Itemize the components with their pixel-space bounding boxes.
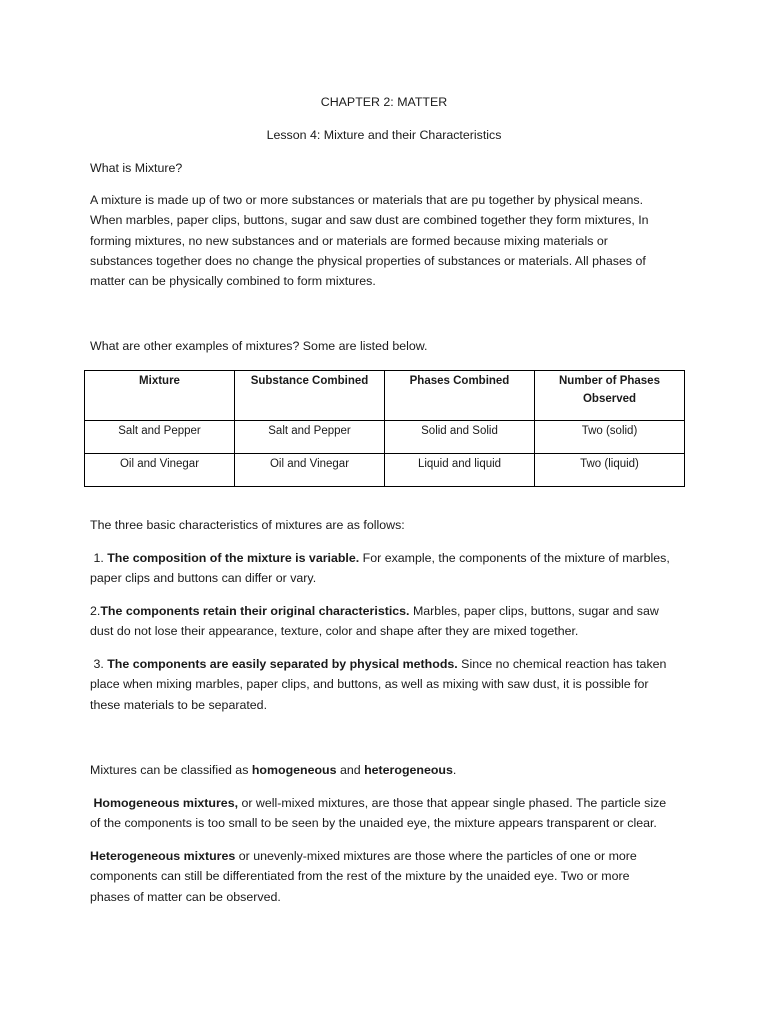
char-text: Since no chemical reaction has taken <box>457 657 667 671</box>
classify-text: . <box>452 763 457 777</box>
table-cell: Salt and Pepper <box>85 421 235 454</box>
characteristic-2 <box>90 601 690 642</box>
table-cell: Two (liquid) <box>535 454 685 487</box>
chapter-title: CHAPTER 2: MATTER <box>320 95 448 109</box>
char-text: Marbles, paper clips, buttons, sugar and saw <box>409 604 659 618</box>
heterogeneous-text: phases of matter can be observed. <box>90 889 281 904</box>
intro-line: When marbles, paper clips, buttons, sugar and saw dust are combined together they form mixtures, In <box>90 213 649 228</box>
table-header-cell <box>535 371 685 421</box>
table-cell: Oil and Vinegar <box>235 454 385 487</box>
char-heading: The composition of the mixture is variable. <box>107 551 360 565</box>
lesson-title: Lesson 4: Mixture and their Characteristics <box>266 128 502 142</box>
classify-text: and <box>336 763 365 777</box>
mixtures-table <box>84 370 685 487</box>
char-text: paper clips and buttons can differ or vary. <box>90 571 317 586</box>
char-text: For example, the components of the mixture of marbles, <box>359 551 670 565</box>
section-question: What is Mixture? <box>90 161 183 175</box>
char-number: 3. <box>90 657 108 671</box>
heterogeneous-paragraph <box>90 846 690 907</box>
table-row <box>85 454 685 487</box>
char-text: place when mixing marbles, paper clips, and buttons, as well as mixing with saw dust, it is possible for <box>90 677 649 692</box>
heterogeneous-heading: Heterogeneous mixtures <box>90 849 236 863</box>
table-row <box>85 421 685 454</box>
characteristic-1 <box>90 548 690 589</box>
heterogeneous-text: components can still be differentiated from the rest of the mixture by the unaided eye. Two or more <box>90 869 630 884</box>
table-header-row <box>85 371 685 421</box>
classify-text: Mixtures can be classified as <box>90 763 252 777</box>
intro-line: substances together does no change the physical properties of substances or materials. All phases of <box>90 253 646 268</box>
homogeneous-text: or well-mixed mixtures, are those that appear single phased. The particle size <box>238 796 667 810</box>
char-text: these materials to be separated. <box>90 697 268 712</box>
term-homogeneous: homogeneous <box>251 763 337 777</box>
examples-intro: What are other examples of mixtures? Some are listed below. <box>90 339 428 353</box>
char-number: 1. <box>90 551 108 565</box>
homogeneous-text: of the components is too small to be seen by the unaided eye, the mixture appears transparent or clear. <box>90 816 657 831</box>
char-number: 2. <box>90 604 101 618</box>
classification-sentence <box>90 760 456 780</box>
char-heading: The components are easily separated by physical methods. <box>107 657 458 671</box>
table-header-cell: Substance Combined <box>235 371 385 421</box>
char-heading: The components retain their original characteristics. <box>100 604 410 618</box>
intro-paragraph <box>90 190 690 291</box>
table-header-cell: Mixture <box>85 371 235 421</box>
intro-line: A mixture is made up of two or more substances or materials that are pu together by physical means. <box>90 193 644 207</box>
table-cell: Two (solid) <box>535 421 685 454</box>
table-cell: Oil and Vinegar <box>85 454 235 487</box>
characteristics-intro: The three basic characteristics of mixtures are as follows: <box>90 518 405 532</box>
table-cell: Solid and Solid <box>385 421 535 454</box>
intro-line: forming mixtures, no new substances and or materials are formed because mixing materials or <box>90 233 608 248</box>
char-text: dust do not lose their appearance, texture, color and shape after they are mixed together. <box>90 624 579 639</box>
table-header-cell: Phases Combined <box>385 371 535 421</box>
characteristic-3 <box>90 654 690 715</box>
homogeneous-heading: Homogeneous mixtures, <box>90 796 239 810</box>
header-line: Number of Phases <box>559 375 660 387</box>
table-cell: Liquid and liquid <box>385 454 535 487</box>
term-heterogeneous: heterogeneous <box>364 763 453 777</box>
header-line: Observed <box>582 393 637 405</box>
intro-line: matter can be physically combined to form mixtures. <box>90 274 376 289</box>
table-cell: Salt and Pepper <box>235 421 385 454</box>
heterogeneous-text: or unevenly-mixed mixtures are those where the particles of one or more <box>235 849 637 863</box>
homogeneous-paragraph <box>90 793 690 834</box>
